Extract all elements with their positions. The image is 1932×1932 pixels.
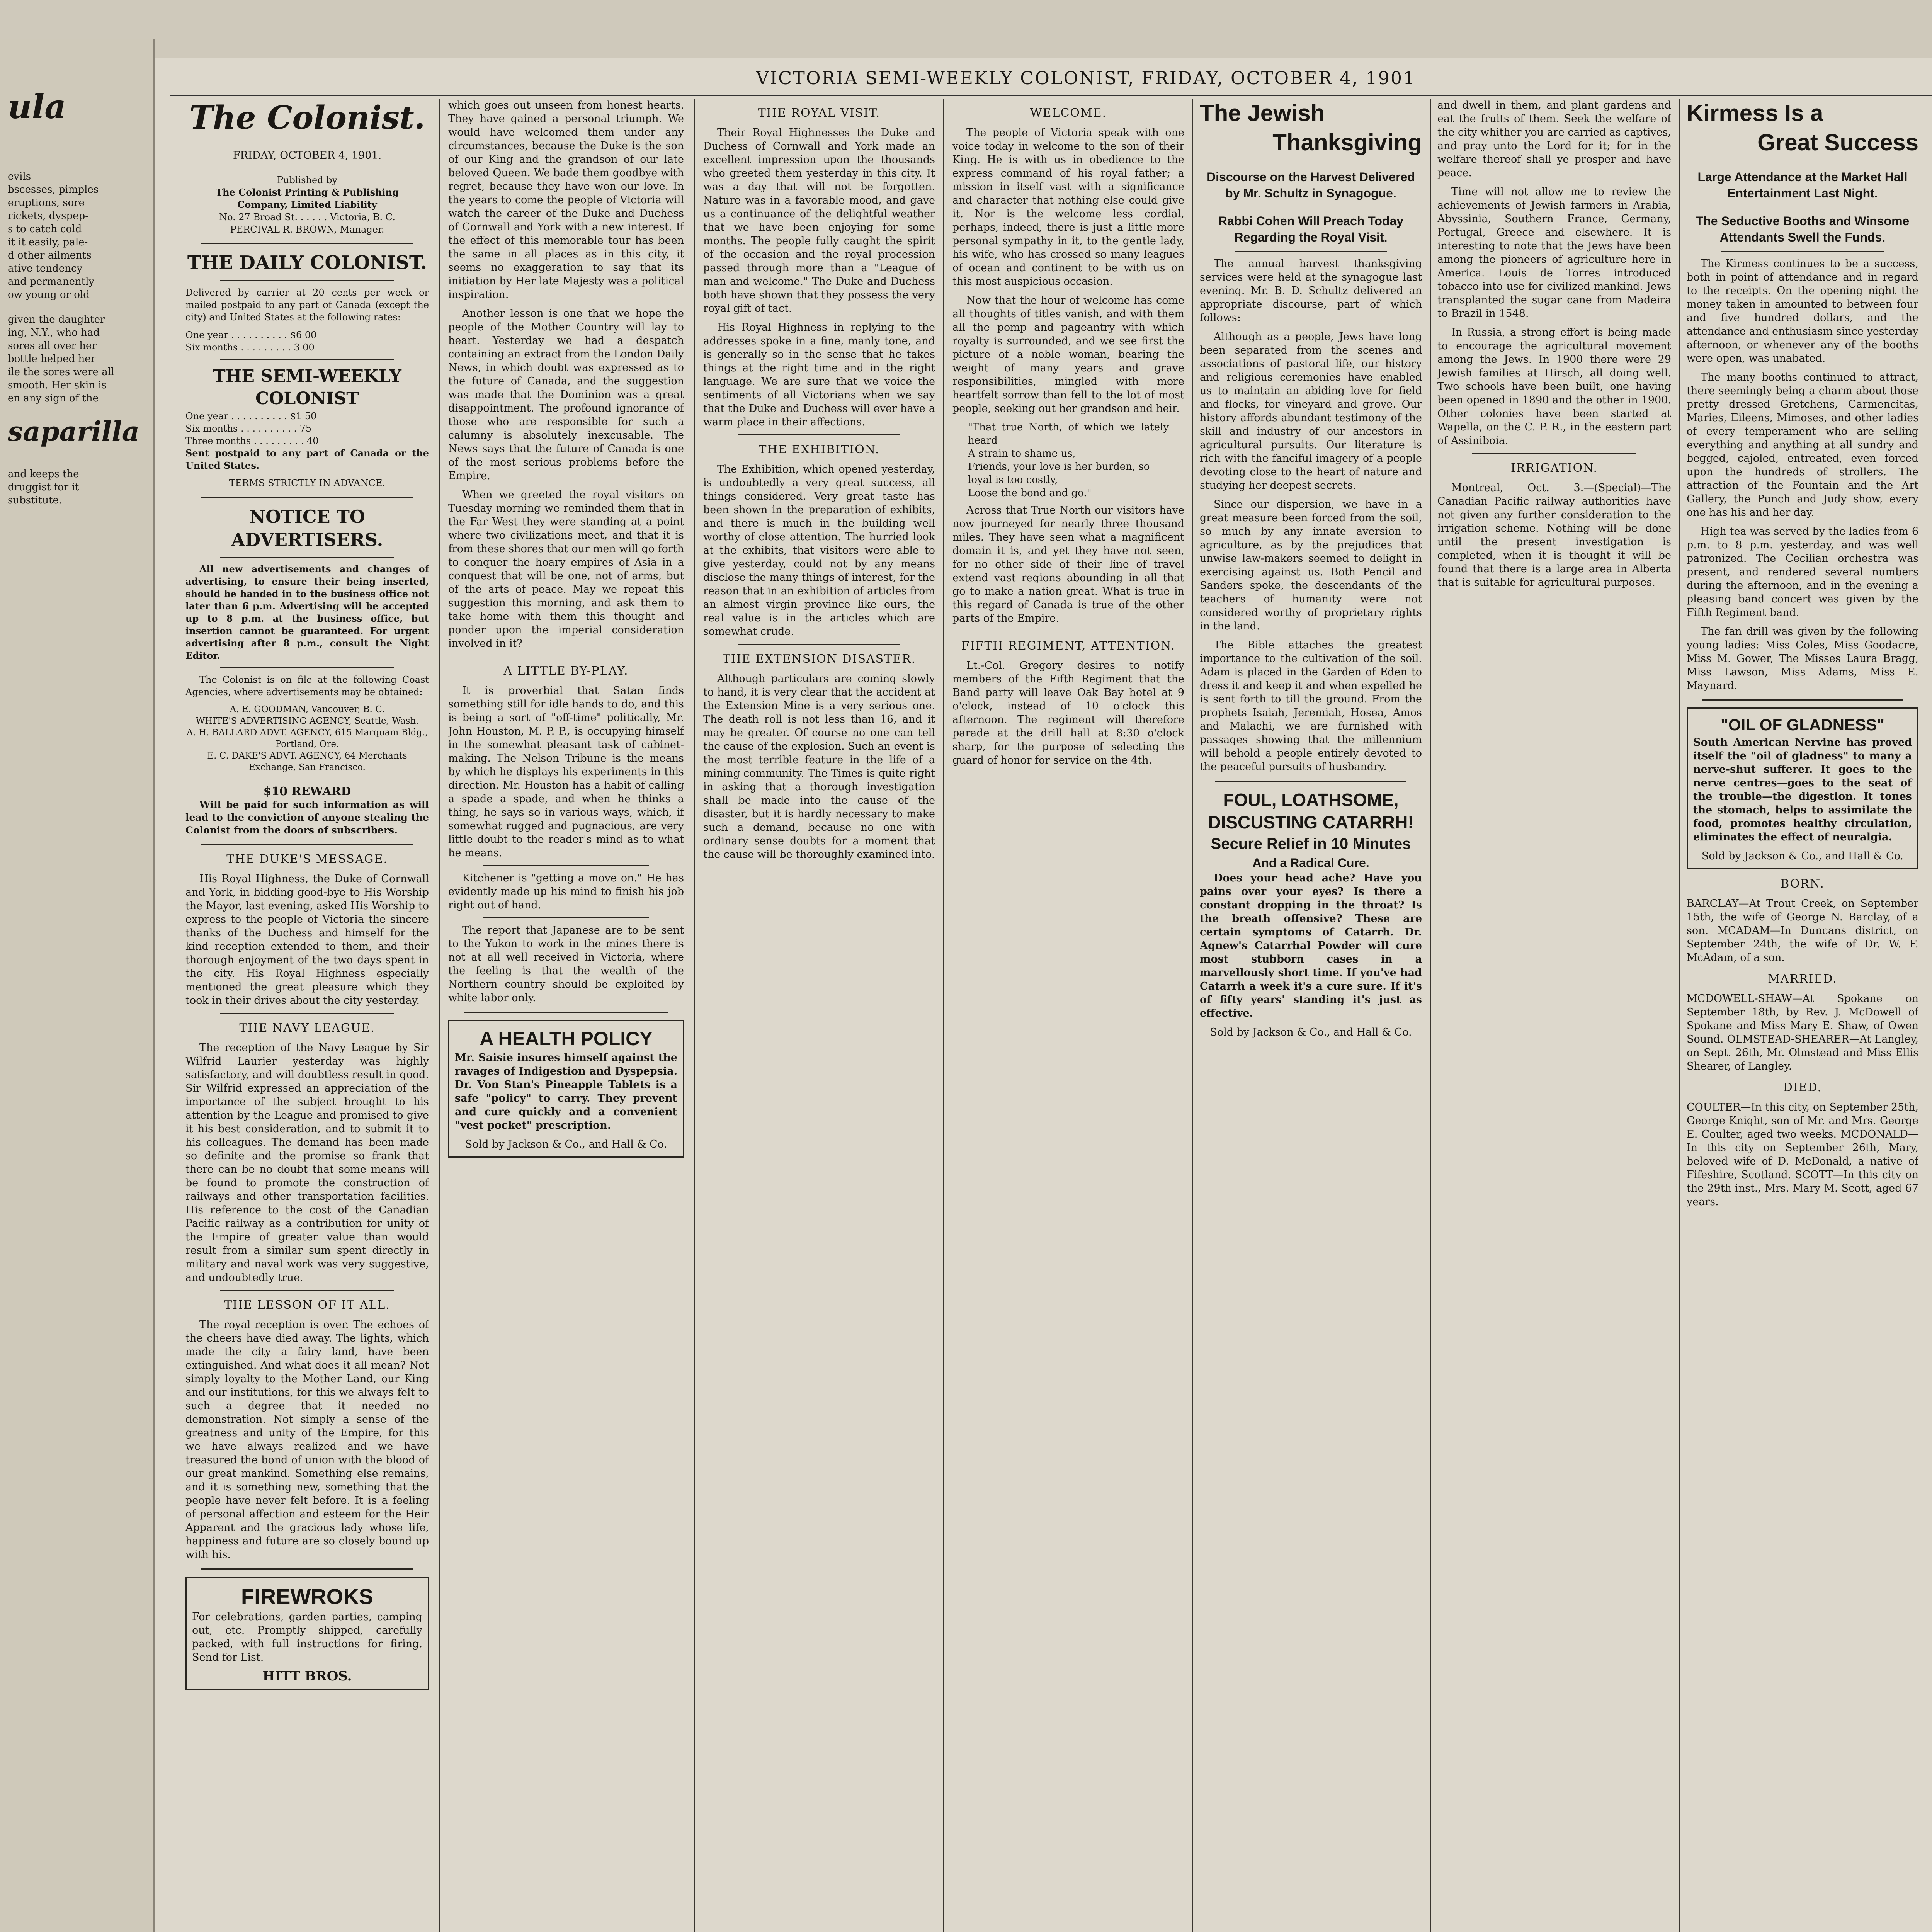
- jewish-text: The Bible attaches the greatest importance to the cultivation of the soil. Adam is placed in the Garden of Eden to dress it and keep it and when expelled he is sent forth to till the ground. From the prophets Isaiah, Jeremiah, Hosea, Amos and Malachi, we are furnished with passages showing that the millennium will behold a people entirely devoted to the peaceful pursuits of husbandry.: [1200, 639, 1422, 773]
- catarrh-seller: Sold by Jackson & Co., and Hall & Co.: [1210, 1026, 1412, 1038]
- strip-line: substitute.: [8, 495, 62, 506]
- extension-disaster-heading: THE EXTENSION DISASTER.: [722, 652, 916, 666]
- jewish-continued-text: and dwell in them, and plant gardens and eat the fruits of them. Seek the welfare of the city whither you are carried as captives, and pray unto the Lord for it; for in the welfare thereof shall ye prosper and have peace.: [1437, 99, 1671, 179]
- column-7: [1687, 99, 1918, 1932]
- paper-title: The Colonist.: [189, 99, 425, 136]
- fifth-regiment-text: Lt.-Col. Gregory desires to notify members of the Fifth Regiment that the Band party will leave Oak Bay hotel at 9 o'clock, instead of 10 o'clock this afternoon. The regiment will therefore parade at the drill hall at 8:30 o'clock sharp, for the purpose of selecting the guard of honor for service on the 4th.: [952, 660, 1184, 766]
- agency-line: A. E. GOODMAN, Vancouver, B. C.: [230, 704, 385, 714]
- agency-line: WHITE'S ADVERTISING AGENCY, Seattle, Wash.: [196, 716, 419, 726]
- jewish-deck-1: Discourse on the Harvest Delivered by Mr. Schultz in Synagogue.: [1207, 170, 1415, 200]
- agency-line: E. C. DAKE'S ADVT. AGENCY, 64 Merchants Exchange, San Francisco.: [207, 751, 407, 772]
- lesson-text: The royal reception is over. The echoes of the cheers have died away. The lights, which made the city a fairy land, have been extinguished. And what does it all mean? Not simply loyalty to the Mother Land, our King and our institutions, for this we always felt to such a degree that it needed no demonstration. Not simply a sense of the greatness and unity of the Empire, for this we have always realized and we have treasured the bond of union with the blood of our great mankind. Something else remains, and it is something new, something that the people have never felt before. It is a feeling of personal affection and esteem for the Heir Apparent and the gracious lady whose life, happiness and future are so closely bound up with his.: [185, 1319, 429, 1561]
- divider: [1721, 251, 1884, 252]
- divider: [220, 280, 394, 281]
- poem-line: Loose the bond and go.": [968, 487, 1092, 499]
- fireworks-ad-title: FIREWROKS: [241, 1584, 374, 1609]
- catarrh-text: Does your head ache? Have you pains over your eyes? Is there a constant dropping in the throat? Is the breath offensive? These are certain symptoms of Catarrh. Dr. Agnew's Catarrhal Powder will cure most stubborn cases in a marvellously short time. If you've had Catarrh a week it's a cure sure. If it's of fifty years' standing it's just as effective.: [1200, 872, 1422, 1019]
- divider: [220, 1290, 394, 1291]
- kirmess-title-1: Kirmess Is a: [1687, 100, 1823, 126]
- kirmess-title-2: Great Success: [1757, 129, 1918, 155]
- health-policy-text: Mr. Saisie insures himself against the ravages of Indigestion and Dyspepsia. Dr. Von Stan's Pineapple Tablets is a safe "policy" to carry. They prevent and cure quickly and a convenient "vest pocket" prescription.: [455, 1052, 677, 1131]
- column-rule: [1430, 99, 1431, 1932]
- royal-visit-heading: THE ROYAL VISIT.: [758, 106, 881, 120]
- strip-line: given the daughter: [8, 314, 105, 325]
- fireworks-ad-text: For celebrations, garden parties, camping out, etc. Promptly shipped, carefully packed, with full instructions for firing. Send for List.: [192, 1611, 422, 1663]
- navy-league-text: The reception of the Navy League by Sir Wilfrid Laurier yesterday was highly satisfactory, and will doubtless result in good. Sir Wilfrid expressed an appreciation of the importance of the subject brought to his attention by the League and promised to give it his best consideration, and to submit it to his colleagues. The demand has been made so definite and the promise so frank that there can be no doubt that some means will be found to promote the construction of railways and other transportation facilities. His reference to the cost of the Canadian Pacific railway as a contribution for unity of the Empire of greater value than would result from a similar sum spent directly in military and naval work was very suggestive, and undoubtedly true.: [185, 1042, 429, 1284]
- strip-line: bscesses, pimples: [8, 184, 99, 196]
- divider: [201, 497, 413, 498]
- health-policy-title: A HEALTH POLICY: [480, 1028, 653, 1049]
- rate-line: Six months . . . . . . . . . 3 00: [185, 342, 315, 353]
- exhibition-heading: THE EXHIBITION.: [759, 443, 880, 456]
- married-heading: MARRIED.: [1768, 972, 1837, 986]
- strip-line: bottle helped her: [8, 353, 96, 365]
- rate-line: Sent postpaid to any part of Canada or the United States.: [185, 447, 429, 471]
- irrigation-heading: IRRIGATION.: [1510, 461, 1598, 475]
- publisher-line: No. 27 Broad St. . . . . . Victoria, B. C.: [219, 212, 395, 223]
- publisher-line: Published by: [277, 175, 338, 185]
- fireworks-ad: [185, 1577, 429, 1690]
- navy-league-heading: THE NAVY LEAGUE.: [239, 1021, 375, 1035]
- dukes-message-text: His Royal Highness, the Duke of Cornwall and York, in bidding good-bye to His Worship the Mayor, last evening, asked His Worship to express to the people of Victoria the sincere thanks of the Duchess and himself for the kind reception extended to them, and their thorough enjoyment of the two days spent in the city. His Royal Highness especially mentioned the great pleasure which they took in their drives about the city yesterday.: [185, 873, 429, 1007]
- died-notices: COULTER—In this city, on September 25th, George Knight, son of Mr. and Mrs. George E. Coulter, aged two weeks. MCDONALD—In this city on September 26th, Mary, beloved wife of D. McDonald, a native of Fifeshire, Scotland. SCOTT—In this city on the 29th inst., Mrs. Mary M. Scott, aged 67 years.: [1687, 1101, 1918, 1208]
- agency-list: [185, 704, 429, 773]
- divider: [738, 434, 900, 435]
- divider: [738, 644, 900, 645]
- exhibition-text: The Exhibition, which opened yesterday, is undoubtedly a very great success, all things considered. Very great taste has been shown in the preparation of exhibits, and there is much in the building well worthy of close attention. The hurried look at the exhibits, that visitors were able to give yesterday, could not by any means disclose the many things of interest, for the reason that in an exhibition of articles from an almost virgin province like ours, the real value is in the articles which are somewhat crude.: [703, 463, 935, 638]
- little-by-play-text: It is proverbial that Satan finds something still for idle hands to do, and this is being a sort of "off-time" politically, Mr. John Houston, M. P. P., is occupying himself in the somewhat pleasant task of cabinet-making. The Nelson Tribune is the means by which he displays his experiments in this direction. Mr. Houston has a habit of calling a spade a spade, and when he thinks a thing, he says so in various ways, which, if somewhat rugged and pugnacious, are very little doubt to the reader's mind as to what he means.: [448, 685, 684, 859]
- divider: [464, 1012, 668, 1013]
- strip-line: evils—: [8, 171, 41, 182]
- jewish-deck-2: Rabbi Cohen Will Preach Today Regarding the Royal Visit.: [1218, 214, 1404, 244]
- catarrh-ad: [1200, 789, 1422, 1039]
- divider: [1235, 251, 1387, 252]
- dukes-message-heading: THE DUKE'S MESSAGE.: [226, 852, 388, 866]
- strip-line: druggist for it: [8, 481, 79, 493]
- strip-brand: ula: [8, 87, 66, 126]
- column-3: [703, 99, 935, 1932]
- jewish-text: Although as a people, Jews have long been separated from the scenes and associations of pastoral life, our history and religious ceremonies have enabled us to maintain an abiding love for field and flocks, for vineyard and grove. Our history affords abundant testimony of the skill and industry of our ancestors in agricultural pursuits. Our literature is rich with the fanciful imagery of a people devoting close to the heart of nature and studying her deepest secrets.: [1200, 331, 1422, 492]
- divider: [201, 844, 413, 845]
- strip-line: ow young or old: [8, 289, 90, 301]
- rate-line: One year . . . . . . . . . . $1 50: [185, 411, 317, 422]
- strip-line: s to catch cold: [8, 223, 82, 235]
- poem-line: loyal is too costly,: [968, 474, 1058, 486]
- publisher-line: Company, Limited Liability: [237, 199, 377, 210]
- catarrh-title-2: DISCUSTING CATARRH!: [1208, 812, 1414, 832]
- strip-line: sores all over her: [8, 340, 97, 352]
- poem-line: "That true North, of which we lately heard: [968, 422, 1169, 446]
- notice-text: All new advertisements and changes of advertising, to ensure their being inserted, should be handed in to the business office not later than 6 p.m. Advertising will be accepted up to 8 p.m. at the business office, but insertion cannot be guaranteed. For urgent advertising after 8 p.m., consult the Night Editor.: [185, 563, 429, 661]
- divider: [1472, 453, 1636, 454]
- editorial-text: Another lesson is one that we hope the people of the Mother Country will lay to heart. Yesterday we had a despatch containing an extract from the London Daily News, in which doubt was expressed as to the future of Canada, and the suggestion was made that the Dominion was a great disappointment. The profound ignorance of those who are responsible for such a calumny is absolutely inexcusable. The News says that the future of Canada is one of the most serious problems before the Empire.: [448, 308, 684, 482]
- publisher-line: The Colonist Printing & Publishing: [216, 187, 399, 198]
- editorial-text: When we greeted the royal visitors on Tuesday morning we reminded them that in the Far West they were standing at a point where two civilizations meet, and that it is from these shores that our men will go forth to conquer the hoary empires of Asia in a conquest that will be one, not of arms, but of the arts of peace. May we repeat this suggestion this morning, and ask them to take home with them this thought and ponder upon the imperial consideration involved in it?: [448, 489, 684, 650]
- daily-terms: Delivered by carrier at 20 cents per week or mailed postpaid to any part of Canada (except the city) and United States at the following rates:: [185, 287, 429, 323]
- little-by-play-heading: A LITTLE BY-PLAY.: [503, 664, 629, 678]
- divider: [1702, 699, 1903, 701]
- divider: [201, 243, 413, 244]
- column-6: [1437, 99, 1671, 1932]
- kirmess-text: The many booths continued to attract, there seemingly being a charm about those pretty dressed Gretchens, Carmencitas, Maries, Eileens, Mimoses, and other ladies of every temperament who are selling everything and anything at all sundry and begged, cajoled, entreated, even forced upon the hundreds of strollers. The attraction of the Fountain and the Art Gallery, the Punch and Judy show, every one has his and her day.: [1687, 371, 1918, 519]
- strip-line: it it easily, pale-: [8, 236, 88, 248]
- column-4: [952, 99, 1184, 1932]
- strip-line: eruptions, sore: [8, 197, 85, 209]
- daily-rates: [185, 329, 429, 354]
- kitchener-note: Kitchener is "getting a move on." He has evidently made up his mind to finish his job right out of hand.: [448, 872, 684, 911]
- publisher-block: [185, 174, 429, 236]
- poem-line: A strain to shame us,: [968, 448, 1076, 459]
- rate-line: Six months . . . . . . . . . . 75: [185, 423, 312, 434]
- column-1: [185, 99, 429, 1932]
- welcome-text: Across that True North our visitors have now journeyed for nearly three thousand miles. They have seen what a magnificent domain it is, and yet they have not seen, for no other side of their line of travel extend vast regions abounding in all that go to make a nation great. What is true in this regard of Canada is true of the other parts of the Empire.: [952, 504, 1184, 624]
- strip-line: en any sign of the: [8, 393, 99, 404]
- divider: [220, 1013, 394, 1014]
- oil-of-gladness-text: South American Nervine has proved itself the "oil of gladness" to many a nerve-shut sufferer. It goes to the nerve centres—goes to the seat of the trouble—the digestion. It tones the stomach, helps to assimilate the food, promotes healthy circulation, eliminates the effect of neuralgia.: [1693, 736, 1912, 843]
- jewish-text: Since our dispersion, we have in a great measure been forced from the soil, so much by any innate aversion to agriculture, as by the prejudices that unwise law-makers seemed to delight in exercising against us. Both Pencil and Sanders spoke, the descendants of the teachers of humanity were not considered worthy of proprietary rights in the land.: [1200, 498, 1422, 632]
- rate-line: Three months . . . . . . . . . 40: [185, 435, 319, 446]
- rate-line: One year . . . . . . . . . . $6 00: [185, 330, 317, 340]
- kirmess-text: The fan drill was given by the following young ladies: Miss Coles, Miss Goodacre, Miss M. Gower, The Misses Laura Bragg, Miss Lawson, Miss Adams, Miss E. Maynard.: [1687, 626, 1918, 692]
- health-policy-seller: Sold by Jackson & Co., and Hall & Co.: [465, 1138, 667, 1150]
- oil-of-gladness-seller: Sold by Jackson & Co., and Hall & Co.: [1701, 850, 1904, 862]
- editorial-text: which goes out unseen from honest hearts. They have gained a personal triumph. We would have welcomed them under any circumstances, because the Duke is the son of our King and the grandson of our late beloved Queen. We bade them goodbye with regret, because they have won our love. In the years to come the people of Victoria will watch the career of the Duke and Duchess of Cornwall and York with a new interest. If the effect of this memorable tour has been the same in all places as in this city, it seems no exaggeration to say that its initiation by Her late Majesty was a political inspiration.: [448, 99, 684, 301]
- poem-line: Friends, your love is her burden, so: [968, 461, 1150, 473]
- column-rule: [943, 99, 944, 1932]
- fireworks-ad-seller: HITT BROS.: [262, 1668, 352, 1684]
- publisher-line: PERCIVAL R. BROWN, Manager.: [230, 224, 384, 235]
- strip-line: ative tendency—: [8, 263, 93, 274]
- divider: [201, 1568, 413, 1570]
- welcome-heading: WELCOME.: [1030, 106, 1107, 120]
- column-2: [448, 99, 684, 1932]
- masthead-title: VICTORIA SEMI-WEEKLY COLONIST, FRIDAY, OCTOBER 4, 1901: [756, 68, 1416, 88]
- strip-line: ile the sores were all: [8, 366, 114, 378]
- japanese-note: The report that Japanese are to be sent to the Yukon to work in the mines there is not at all well received in Victoria, where the feeling is that the wealth of the Northern country should be exploited by white labor only.: [448, 924, 684, 1004]
- jewish-title-1: The Jewish: [1200, 100, 1325, 126]
- agency-line: A. H. BALLARD ADVT. AGENCY, 615 Marquam Bldg., Portland, Ore.: [187, 728, 428, 749]
- column-5: [1200, 99, 1422, 1932]
- divider: [220, 359, 394, 360]
- strip-line: ing, N.Y., who had: [8, 327, 100, 338]
- strip-line: d other ailments: [8, 250, 92, 261]
- divider: [483, 917, 649, 918]
- welcome-text: Now that the hour of welcome has come all thoughts of titles vanish, and with them all the pomp and pageantry with which royalty is surrounded, and we see first the picture of a noble woman, bearing the weight of many years and grave responsibilities, mingled with more heartfelt sorrow than fell to the lot of most people, seeking out her grandson and heir.: [952, 294, 1184, 415]
- born-heading: BORN.: [1781, 877, 1825, 891]
- kirmess-text: The Kirmess continues to be a success, both in point of attendance and in regard to the receipts. On the opening night the money taken in amounted to between four and five hundred dollars, and the attendance and enthusiasm since yesterday afternoon, or whenever any of the booths were open, was unabated.: [1687, 258, 1918, 364]
- kirmess-deck-2: The Seductive Booths and Winsome Attendants Swell the Funds.: [1696, 214, 1910, 244]
- strip-brand-2: saparilla: [8, 415, 140, 447]
- strip-line: rickets, dyspep-: [8, 210, 88, 222]
- fifth-regiment-heading: FIFTH REGIMENT, ATTENTION.: [961, 639, 1176, 653]
- divider: [1215, 781, 1406, 782]
- poem-quote: [968, 421, 1169, 500]
- catarrh-deck-2: And a Radical Cure.: [1252, 856, 1369, 870]
- catarrh-title-1: FOUL, LOATHSOME,: [1223, 790, 1399, 810]
- catarrh-deck: Secure Relief in 10 Minutes: [1211, 835, 1411, 852]
- notice-title: NOTICE TO ADVERTISERS.: [231, 506, 383, 550]
- jewish-continued-text: Time will not allow me to review the achievements of Jewish farmers in Arabia, Abyssinia, Southern France, Germany, Portugal, Greece and elsewhere. It is interesting to note that the Jews have been among the pioneers of agriculture here in America. Louis de Torres introduced tobacco into use for civilized mankind. Jews transplanted the sugar cane from Madeira to Brazil in 1548.: [1437, 186, 1671, 320]
- column-rule: [1679, 99, 1680, 1932]
- strip-text: [8, 170, 114, 405]
- strip-line: and keeps the: [8, 468, 79, 480]
- divider: [220, 667, 394, 668]
- jewish-title-2: Thanksgiving: [1272, 129, 1422, 155]
- column-rule: [439, 99, 440, 1932]
- terms-note: TERMS STRICTLY IN ADVANCE.: [229, 478, 386, 488]
- page-masthead: [170, 68, 1932, 96]
- strip-text-2: [8, 468, 79, 507]
- jewish-continued-text: In Russia, a strong effort is being made to encourage the agricultural movement among the Jews. In 1900 there were 29 Jewish families at Hirsch, all doing well. Two schools have been built, one having been opened in 1890 and the other in 1900. Other colonies have been started at Wapella, on the C. P. R., in the eastern part of Assiniboia.: [1437, 327, 1671, 447]
- jewish-text: The annual harvest thanksgiving services were held at the synagogue last evening. Mr. B. D. Schultz delivered an appropriate discourse, part of which follows:: [1200, 258, 1422, 324]
- strip-line: smooth. Her skin is: [8, 379, 107, 391]
- lesson-heading: THE LESSON OF IT ALL.: [224, 1298, 390, 1312]
- issue-date: FRIDAY, OCTOBER 4, 1901.: [233, 150, 382, 162]
- column-rule: [694, 99, 695, 1932]
- divider: [483, 865, 649, 866]
- adjacent-page-strip: [0, 39, 155, 1932]
- column-rule: [1192, 99, 1193, 1932]
- kirmess-text: High tea was served by the ladies from 6 p.m. to 8 p.m. yesterday, and was well patronized. The Cecilian orchestra was present, and rendered several numbers during the afternoon, and in the evening a pleasing band concert was given by the Fifth Regiment band.: [1687, 526, 1918, 619]
- weekly-title: THE SEMI-WEEKLY COLONIST: [213, 366, 401, 408]
- irrigation-text: Montreal, Oct. 3.—(Special)—The Canadian Pacific railway authorities have not given any further consideration to the irrigation scheme. Nothing will be done until the present investigation is completed, when it is thought it will be found that there is a large area in Alberta that is suitable for agricultural purposes.: [1437, 482, 1671, 588]
- strip-line: and permanently: [8, 276, 95, 287]
- married-notices: MCDOWELL-SHAW—At Spokane on September 18th, by Rev. J. McDowell of Spokane and Miss Mary E. Shaw, of Owen Sound. OLMSTEAD-SHEARER—At Langley, on Sept. 26th, Mr. Olmstead and Miss Ellis Shearer, of Langley.: [1687, 993, 1918, 1072]
- royal-visit-text: Their Royal Highnesses the Duke and Duchess of Cornwall and York made an excellent impression upon the thousands who greeted them yesterday in this city. It was a day that will not be forgotten. Nature was in a favorable mood, and gave us a continuance of the delightful weather that we have been enjoying for some months. The people fully caught the spirit of the occasion and the royal procession passed through more than a "League of man and welcome." The Duke and Duchess both have shown that they possess the very royal gift of tact.: [703, 127, 935, 315]
- oil-of-gladness-title: "OIL OF GLADNESS": [1720, 716, 1885, 734]
- reward-title: $10 REWARD: [263, 785, 351, 798]
- born-notices: BARCLAY—At Trout Creek, on September 15th, the wife of George N. Barclay, of a son. MCADAM—In Duncans district, on September 24th, the wife of Dr. W. F. McAdam, of a son.: [1687, 898, 1918, 964]
- welcome-text: The people of Victoria speak with one voice today in welcome to the son of their King. He is with us in obedience to the express command of his royal father; a mission in itself vast with a significance and character that nothing else could give it. Nor is the welcome less cordial, perhaps, indeed, there is just a little more personal sympathy in it, to the gentle lady, his wife, who has crossed so many leagues of ocean and continent to be with us on this most auspicious occasion.: [952, 127, 1184, 287]
- extension-disaster-text: Although particulars are coming slowly to hand, it is very clear that the accident at the Extension Mine is a very serious one. The death roll is not less than 16, and it may be greater. Of course no one can tell the cause of the explosion. Such an event is the most terrible feature in the life of a mining community. The Times is quite right in asking that a thorough investigation shall be made into the cause of the disaster, but it is hardly necessary to make such a demand, because no one with ordinary sense doubts for a moment that the cause will be thoroughly examined into.: [703, 673, 935, 861]
- health-policy-ad: [448, 1020, 684, 1158]
- royal-visit-text: His Royal Highness in replying to the addresses spoke in a fine, manly tone, and is generally so in the sense that he takes things at the right time and in the right language. We are sure that we voice the sentiments of all Victorians when we say that the Duke and Duchess will ever have a warm place in their affections.: [703, 321, 935, 428]
- kirmess-deck-1: Large Attendance at the Market Hall Entertainment Last Night.: [1697, 170, 1908, 200]
- divider: [220, 557, 394, 558]
- weekly-rates: [185, 410, 429, 472]
- died-heading: DIED.: [1783, 1081, 1822, 1094]
- oil-of-gladness-ad: [1687, 707, 1918, 869]
- file-note: The Colonist is on file at the following Coast Agencies, where advertisements may be obtained:: [185, 674, 429, 697]
- reward-text: Will be paid for such information as will lead to the conviction of anyone stealing the Colonist from the doors of subscribers.: [185, 799, 429, 836]
- daily-title: THE DAILY COLONIST.: [187, 252, 427, 274]
